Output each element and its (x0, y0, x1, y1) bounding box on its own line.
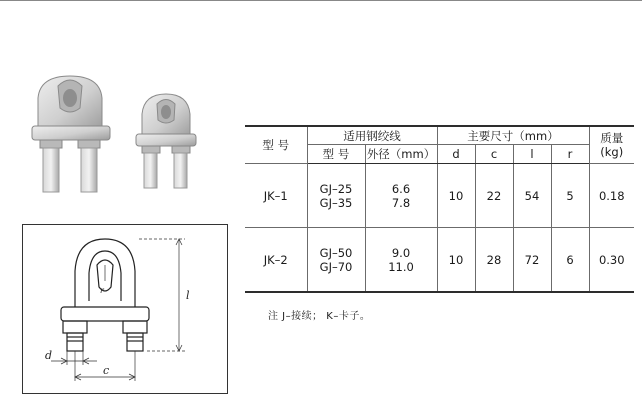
clamp-nut-left (63, 321, 87, 333)
cell-dim-d: 10 (437, 164, 475, 228)
header-strand-group: 适用钢绞线 (307, 126, 437, 145)
header-model: 型 号 (245, 126, 307, 164)
table-row (245, 228, 634, 293)
cell-outer-diameters (365, 228, 437, 293)
cell-strand-model: GJ–70 (319, 259, 353, 274)
table-note: 注 J–接续； K–卡子。 (268, 311, 371, 322)
cell-dim-l: 54 (513, 164, 551, 228)
cell-mass: 0.18 (589, 164, 634, 228)
cell-dim-r: 6 (551, 228, 589, 293)
clamp-bolt-left (67, 333, 83, 351)
cell-outer-diameter: 6.6 (391, 181, 411, 196)
cell-dim-d: 10 (437, 228, 475, 293)
cell-dim-c: 22 (475, 164, 513, 228)
header-dim-l: l (513, 145, 551, 164)
header-mass-unit: (kg) (600, 145, 624, 159)
product-photo (30, 68, 220, 198)
header-mass (589, 126, 634, 164)
header-row-1 (245, 126, 634, 145)
cell-outer-diameter: 11.0 (388, 259, 414, 274)
technical-drawing (23, 225, 227, 393)
dim-label-d: d (45, 349, 53, 362)
header-strand-model: 型 号 (307, 145, 365, 164)
cell-strand-model: GJ–50 (319, 245, 353, 260)
cell-outer-diameter: 9.0 (391, 245, 411, 260)
top-rule (0, 0, 642, 5)
cell-dim-r: 5 (551, 164, 589, 228)
header-mass-label: 质量 (600, 131, 624, 145)
header-outer-diameter: 外径（mm） (365, 145, 437, 164)
clamp-bolt-right (127, 333, 143, 351)
spec-table (245, 125, 634, 293)
cell-strand-models (307, 164, 365, 228)
cell-strand-model: GJ–25 (319, 181, 353, 196)
clamp-nut-right (123, 321, 147, 333)
cell-strand-model: GJ–35 (319, 195, 353, 210)
large-clamp-photo (32, 76, 110, 192)
cell-outer-diameter: 7.8 (391, 195, 411, 210)
clamp-base-plate (61, 307, 149, 321)
small-clamp-photo (136, 94, 196, 188)
dim-label-c: c (103, 364, 110, 377)
dim-label-l: l (186, 289, 190, 302)
header-dim-d: d (437, 145, 475, 164)
header-dim-r: r (551, 145, 589, 164)
header-dims-group: 主要尺寸（mm） (437, 126, 589, 145)
dim-label-r: r (100, 286, 104, 295)
cell-dim-l: 72 (513, 228, 551, 293)
technical-drawing-frame (22, 224, 228, 394)
cell-strand-models (307, 228, 365, 293)
cell-dim-c: 28 (475, 228, 513, 293)
cell-model: JK–2 (245, 228, 307, 293)
cell-outer-diameters (365, 164, 437, 228)
cell-mass: 0.30 (589, 228, 634, 293)
header-dim-c: c (475, 145, 513, 164)
cell-model: JK–1 (245, 164, 307, 228)
table-row (245, 164, 634, 228)
